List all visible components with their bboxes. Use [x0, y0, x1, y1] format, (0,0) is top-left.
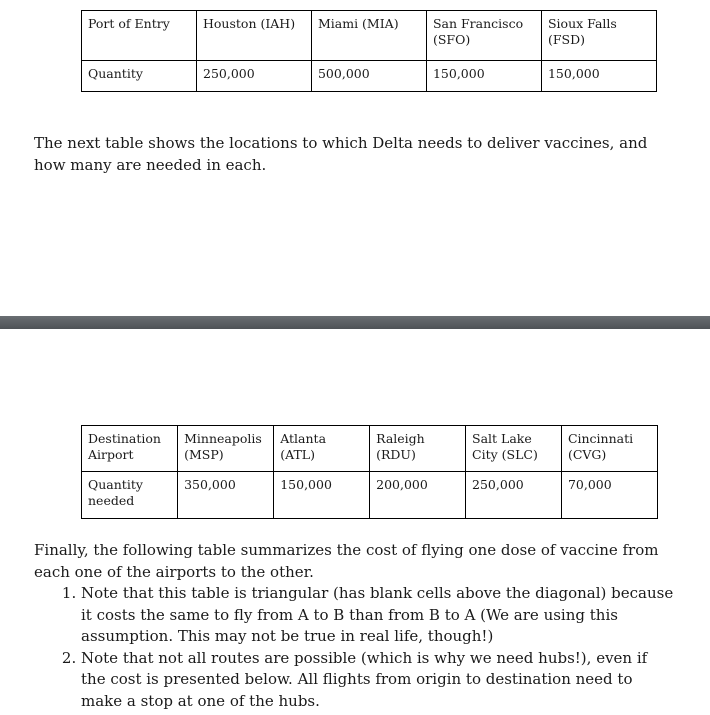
needed-minneapolis: 350,000	[178, 472, 274, 519]
note-routes-hubs: 2. Note that not all routes are possible (which is why we need hubs!), even if the cost is presented below. All flights from origin to destination need to make a stop at one of the hubs.	[81, 648, 674, 713]
dest-minneapolis: Minneapolis (MSP)	[178, 426, 274, 472]
port-of-entry-header: Port of Entry	[82, 11, 197, 61]
needed-raleigh: 200,000	[370, 472, 466, 519]
needed-atlanta: 150,000	[274, 472, 370, 519]
port-miami: Miami (MIA)	[311, 11, 426, 61]
table-row	[82, 11, 657, 61]
table-row	[82, 426, 658, 472]
dest-atlanta: Atlanta (ATL)	[274, 426, 370, 472]
needed-salt-lake-city: 250,000	[466, 472, 562, 519]
page-divider	[0, 316, 710, 329]
destinations-table	[81, 425, 658, 519]
quantity-san-francisco: 150,000	[426, 61, 541, 92]
port-sioux-falls: Sioux Falls (FSD)	[541, 11, 656, 61]
dest-raleigh: Raleigh (RDU)	[370, 426, 466, 472]
port-houston: Houston (IAH)	[197, 11, 312, 61]
quantity-miami: 500,000	[311, 61, 426, 92]
dest-cincinnati: Cincinnati (CVG)	[561, 426, 657, 472]
quantity-header: Quantity	[82, 61, 197, 92]
quantity-houston: 250,000	[197, 61, 312, 92]
note-triangular-table: 1. Note that this table is triangular (has blank cells above the diagonal) because it costs the same to fly from A to B than from B to A (We are using this assumption. This may not be true in real life, though!)	[81, 583, 674, 648]
ports-of-entry-table	[81, 10, 657, 92]
needed-cincinnati: 70,000	[561, 472, 657, 519]
notes-list	[34, 583, 674, 712]
dest-salt-lake-city: Salt Lake City (SLC)	[466, 426, 562, 472]
destination-header: Destination Airport	[82, 426, 178, 472]
quantity-needed-header: Quantity needed	[82, 472, 178, 519]
quantity-sioux-falls: 150,000	[541, 61, 656, 92]
table-row	[82, 472, 658, 519]
table-row	[82, 61, 657, 92]
port-san-francisco: San Francisco (SFO)	[426, 11, 541, 61]
cost-paragraph: Finally, the following table summarizes the cost of flying one dose of vaccine from each one of the airports to the other.	[34, 541, 659, 581]
intro-paragraph: The next table shows the locations to which Delta needs to deliver vaccines, and how many are needed in each.	[34, 134, 648, 174]
